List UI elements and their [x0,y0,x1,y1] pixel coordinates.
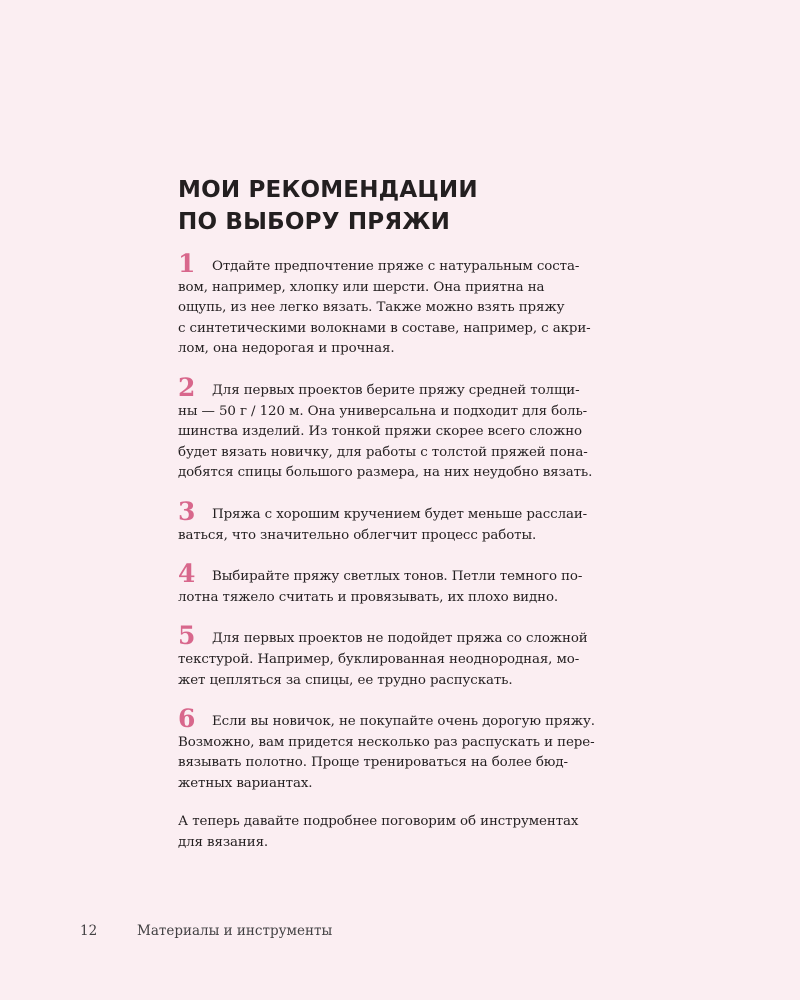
item-line: ны — 50 г / 120 м. Она универсальна и подходит для боль- [178,403,588,419]
running-footer-title: Материалы и инструменты [137,923,333,939]
item-line: с синтетическими волокнами в составе, например, с акри- [178,320,591,336]
item-line: добятся спицы большого размера, на них неудобно вязать. [178,465,593,481]
item-line: 2 Для первых проектов берите пряжу средней толщи- [178,372,580,402]
closing-paragraph [178,812,648,853]
item-line: вязывать полотно. Проще тренироваться на более бюд- [178,755,568,771]
item-line: 3 Пряжа с хорошим кручением будет меньше расслаи- [178,496,588,526]
item-number: 6 [178,704,196,734]
item-number: 3 [178,496,196,526]
item-number: 4 [178,559,196,589]
item-line: лом, она недорогая и прочная. [178,341,395,357]
page-number: 12 [80,923,98,939]
item-line: будет вязать новичку, для работы с толстой пряжей пона- [178,444,588,460]
item-number: 5 [178,621,196,651]
item-line: ваться, что значительно облегчит процесс работы. [178,527,537,543]
recommendation-item-6 [178,704,648,794]
recommendation-item-2 [178,372,648,484]
item-line: вом, например, хлопку или шерсти. Она приятна на [178,279,545,295]
item-line: 4 Выбирайте пряжу светлых тонов. Петли темного по- [178,559,583,589]
recommendation-item-5 [178,621,648,691]
item-number: 1 [178,249,196,278]
recommendation-item-4 [178,559,648,608]
item-line: Возможно, вам придется несколько раз распускать и пере- [178,734,595,750]
recommendation-item-1 [178,249,648,360]
item-line: ощупь, из нее легко вязать. Также можно взять пряжу [178,300,565,316]
recommendation-list [178,249,648,854]
recommendation-item-3 [178,496,648,546]
item-line: 5 Для первых проектов не подойдет пряжа со сложной [178,621,588,651]
heading-line-2: ПО ВЫБОРУ ПРЯЖИ [178,209,451,235]
item-line: шинства изделий. Из тонкой пряжи скорее всего сложно [178,424,583,440]
item-line: жет цепляться за спицы, ее трудно распускать. [178,672,513,688]
page-heading [178,174,638,238]
item-line: текстурой. Например, буклированная неоднородная, мо- [178,651,580,667]
outro-line: А теперь давайте подробнее поговорим об инструментах [178,814,579,830]
item-number: 2 [178,372,196,402]
item-line: лотна тяжело считать и провязывать, их плохо видно. [178,589,559,605]
item-line: жетных вариантах. [178,775,313,791]
outro-line: для вязания. [178,835,269,851]
item-line: 1 Отдайте предпочтение пряже с натуральным соста- [178,249,580,278]
heading-line-1: МОИ РЕКОМЕНДАЦИИ [178,177,478,203]
item-line: 6 Если вы новичок, не покупайте очень дорогую пряжу. [178,704,595,734]
